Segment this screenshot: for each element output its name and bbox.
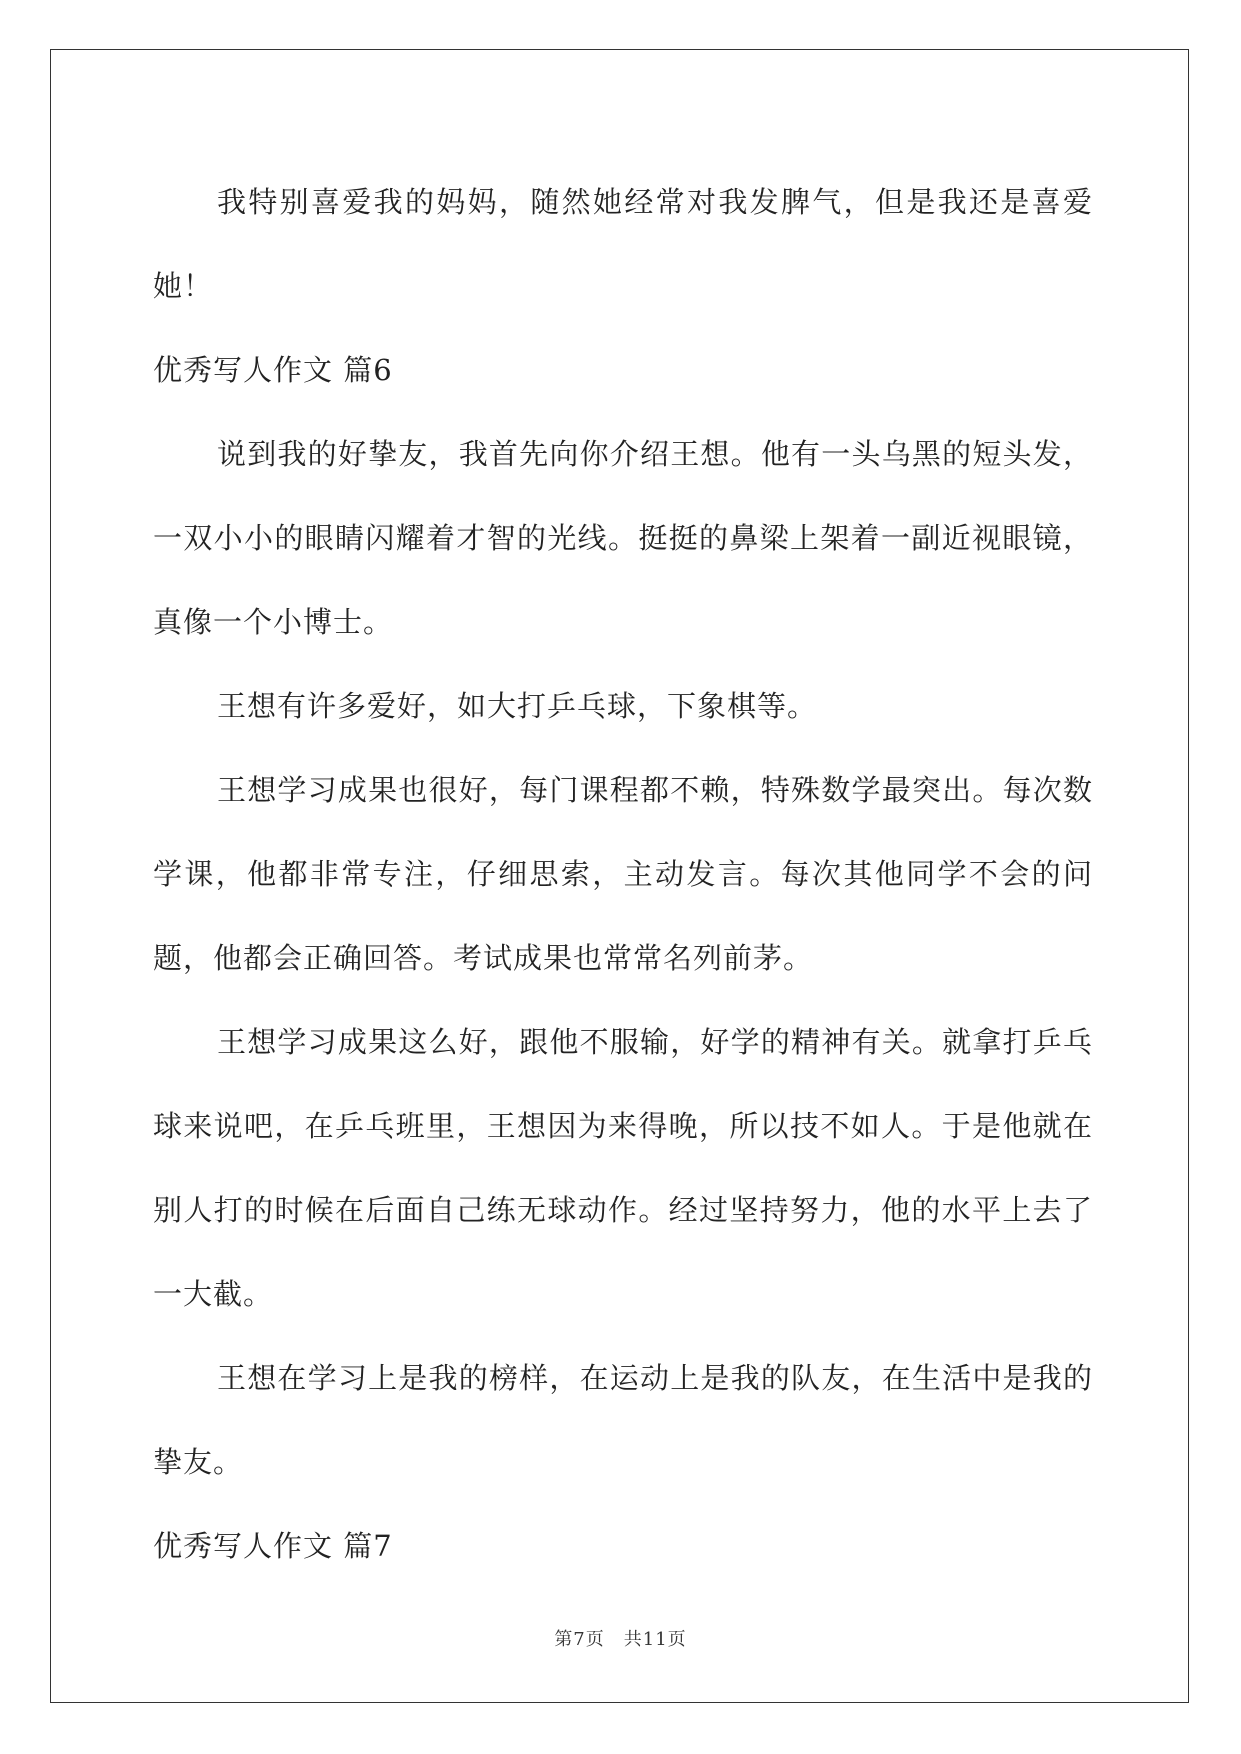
paragraph: 王想在学习上是我的榜样，在运动上是我的队友，在生活中是我的挚友。 bbox=[153, 1361, 1093, 1479]
paragraph: 说到我的好挚友，我首先向你介绍王想。他有一头乌黑的短头发，一双小小的眼睛闪耀着才智的光线。挺挺的鼻梁上架着一副近视眼镜，真像一个小博士。 bbox=[153, 437, 1093, 639]
page-number: 第7页 共11页 bbox=[554, 1629, 687, 1650]
document-body bbox=[153, 160, 1093, 1588]
paragraph: 王想学习成果这么好，跟他不服输，好学的精神有关。就拿打乒乓球来说吧，在乒乓班里，王想因为来得晚，所以技不如人。于是他就在别人打的时候在后面自己练无球动作。经过坚持努力，他的水平上去了一大截。 bbox=[153, 1025, 1093, 1311]
section-heading-6: 优秀写人作文 篇6 bbox=[153, 353, 393, 387]
paragraph: 我特别喜爱我的妈妈，随然她经常对我发脾气，但是我还是喜爱她！ bbox=[153, 185, 1093, 303]
paragraph: 王想有许多爱好，如大打乒乓球，下象棋等。 bbox=[217, 689, 818, 723]
paragraph: 王想学习成果也很好，每门课程都不赖，特殊数学最突出。每次数学课，他都非常专注，仔细思索，主动发言。每次其他同学不会的问题，他都会正确回答。考试成果也常常名列前茅。 bbox=[153, 773, 1093, 975]
section-heading-7: 优秀写人作文 篇7 bbox=[153, 1529, 393, 1563]
